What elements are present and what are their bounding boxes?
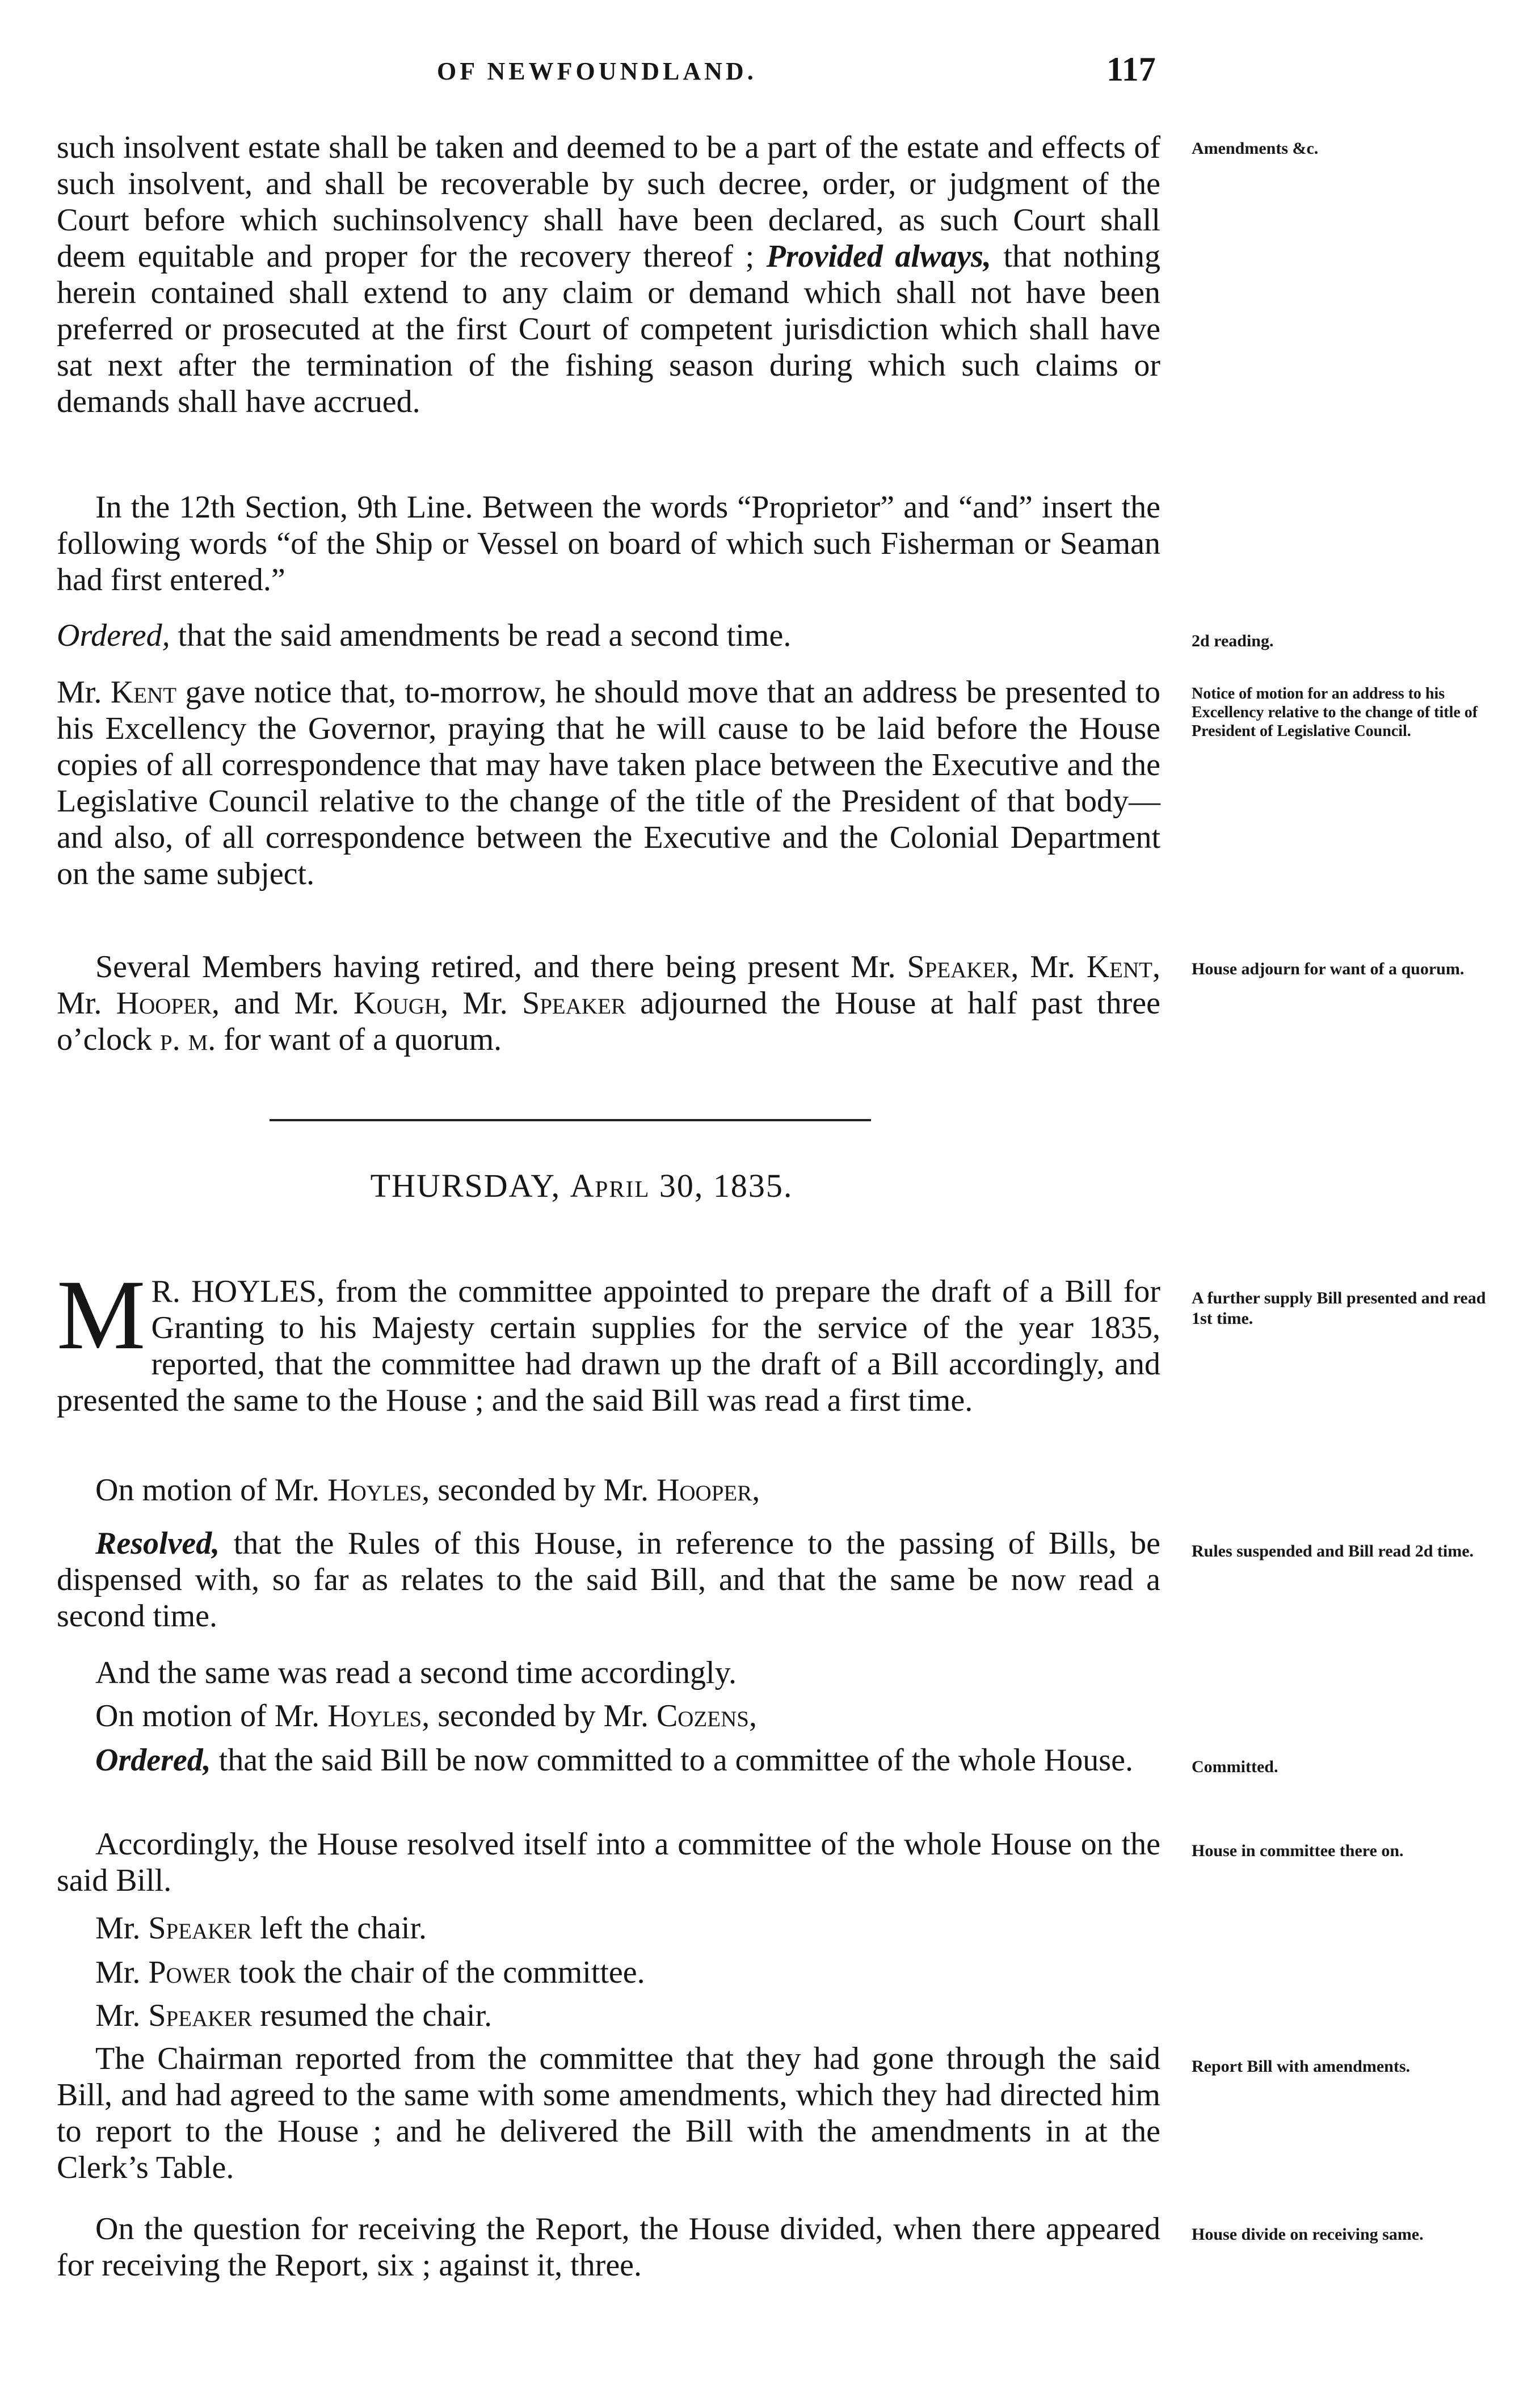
para-text: The Chairman reported from the committee that they had gone through the said Bill, and had agreed to the same with some amendments, which they had directed him to report to the House ; and he delivered the Bill with the amendments in at the Clerk’s Table.	[57, 2041, 1160, 2185]
name-hooper: Hooper	[656, 1473, 752, 1508]
para-text: gave notice that, to-morrow, he should move that an address be presented to his Excellency the Governor, praying that he will cause to be laid before the House copies of all correspondence that may have taken place between the Executive and the Legislative Council relative to the change of the title of the President of that body—and also, of all correspondence between the Executive and the Colonial Department on the same subject.	[57, 675, 1160, 891]
paragraph-speaker-resumed	[57, 1997, 1160, 2034]
para-text: Mr.	[95, 1998, 149, 2033]
name-hooper: Hooper	[116, 986, 212, 1021]
page-number: 117	[1106, 51, 1156, 88]
paragraph-amendment-text	[57, 129, 1160, 420]
paragraph-resolved	[57, 1525, 1160, 1634]
running-head: OF NEWFOUNDLAND.	[437, 57, 757, 85]
drop-cap: M	[57, 1260, 146, 1370]
name-speaker: Speaker	[522, 986, 626, 1021]
para-text: On motion of Mr.	[95, 1473, 328, 1508]
para-emphasis: Ordered,	[95, 1743, 211, 1778]
para-text: , Mr.	[57, 949, 1160, 1021]
para-text: Mr.	[95, 1911, 149, 1946]
name-kough: Kough	[354, 986, 441, 1021]
name-speaker: Speaker	[148, 1998, 253, 2033]
para-text: adjourned the House at half past three o’clock	[57, 986, 1160, 1057]
margin-note-supply-bill: A further supply Bill presented and read 1st time.	[1192, 1289, 1486, 1328]
margin-note-house-in-committee: House in committee there on.	[1192, 1841, 1404, 1860]
heading-month: April	[570, 1167, 650, 1204]
para-text: that the said Bill be now committed to a committee of the whole House.	[211, 1743, 1133, 1778]
paragraph-chairman-report	[57, 2041, 1160, 2186]
section-divider	[270, 1119, 871, 1121]
name-cozens: Cozens	[656, 1698, 749, 1734]
para-text: took the chair of the committee.	[231, 1955, 645, 1990]
margin-note-house-divide: House divide on receiving same.	[1192, 2225, 1424, 2244]
para-text: resumed the chair.	[252, 1998, 493, 2033]
name-power: Power	[148, 1955, 232, 1990]
paragraph-kent-notice	[57, 674, 1160, 892]
para-text: R. HOYLES, from the committee appointed to prepare the draft of a Bill for Granting to his Majesty certain supplies for the service of the year 1835, reported, that the committee had drawn up the draft of a Bill accordingly, and presented the same to the House ; and the said Bill was read a first time.	[57, 1274, 1160, 1418]
paragraph-speaker-left	[57, 1910, 1160, 1946]
heading-date: 30, 1835.	[650, 1167, 793, 1204]
para-text: , Mr.	[440, 986, 523, 1021]
paragraph-motion-cozens	[57, 1698, 1160, 1734]
name-speaker: Speaker	[907, 949, 1011, 985]
paragraph-ordered-committed	[57, 1742, 1160, 1778]
para-text: ,	[752, 1473, 760, 1508]
time-pm: p. m.	[159, 1022, 216, 1057]
name-kent: Kent	[1086, 949, 1152, 985]
name-speaker: Speaker	[148, 1911, 253, 1946]
para-emphasis: Provided always,	[766, 239, 991, 274]
para-text: that nothing herein contained shall extend to any claim or demand which shall not have been preferred or prosecuted at the first Court of competent jurisdiction which shall have sat next after the termination of the fishing season during which such claims or demands shall have accrued.	[57, 239, 1161, 419]
margin-note-rules-suspended: Rules suspended and Bill read 2d time.	[1192, 1542, 1474, 1560]
para-emphasis: Resolved,	[95, 1526, 220, 1561]
para-text: On motion of Mr.	[95, 1698, 328, 1734]
para-emphasis: Ordered,	[57, 618, 170, 653]
date-heading	[0, 1167, 1163, 1205]
para-text: , seconded by Mr.	[422, 1698, 657, 1734]
para-text: that the Rules of this House, in reference to the passing of Bills, be dispensed with, so far as relates to the said Bill, and that the same be now read a second time.	[57, 1526, 1160, 1634]
heading-day: THURSDAY,	[370, 1167, 570, 1204]
paragraph-ordered-second-reading	[57, 617, 1160, 654]
para-text: left the chair.	[252, 1911, 427, 1946]
paragraph-committee-whole	[57, 1826, 1160, 1899]
paragraph-second-time	[57, 1655, 1160, 1691]
para-text: Several Members having retired, and there being present Mr.	[95, 949, 907, 985]
margin-note-committed: Committed.	[1192, 1757, 1278, 1776]
name-hoyles: Hoyles	[327, 1473, 422, 1508]
para-text: On the question for receiving the Report, the House divided, when there appeared for receiving the Report, six ; against it, three.	[57, 2211, 1160, 2283]
name-kent: Kent	[110, 675, 177, 710]
para-text: Mr.	[57, 675, 111, 710]
para-text: Accordingly, the House resolved itself into a committee of the whole House on the said Bill.	[57, 1827, 1160, 1898]
paragraph-12th-section	[57, 489, 1160, 598]
paragraph-adjourn	[57, 949, 1160, 1058]
para-text: , Mr.	[1011, 949, 1087, 985]
paragraph-house-divided	[57, 2211, 1160, 2283]
para-text: Mr.	[95, 1955, 149, 1990]
para-text: for want of a quorum.	[216, 1022, 502, 1057]
margin-note-adjourn: House adjourn for want of a quorum.	[1192, 960, 1465, 978]
para-text: that the said amendments be read a second time.	[170, 618, 792, 653]
margin-note-2d-reading: 2d reading.	[1192, 632, 1274, 650]
para-text: ,	[748, 1698, 757, 1734]
para-text: In the 12th Section, 9th Line. Between the words “Proprietor” and “and” insert the following words “of the Ship or Vessel on board of which such Fisherman or Seaman had first entered.”	[57, 490, 1160, 598]
para-text: And the same was read a second time accordingly.	[95, 1655, 737, 1690]
name-hoyles: Hoyles	[327, 1698, 422, 1734]
para-text: , and Mr.	[211, 986, 354, 1021]
margin-note-amendments: Amendments &c.	[1192, 139, 1319, 158]
margin-note-report-bill: Report Bill with amendments.	[1192, 2057, 1410, 2076]
para-text: , seconded by Mr.	[422, 1473, 657, 1508]
para-text: such insolvent estate shall be taken and deemed to be a part of the estate and effects of such insolvent, and shall be recoverable by such decree, order, or judgment of the Court before which suchinsolvency shall have been declared, as such Court shall deem equitable and proper for the recovery thereof ;	[57, 130, 1160, 274]
margin-note-notice-of-motion: Notice of motion for an address to his Excellency relative to the change of title of President of Legislative Council.	[1192, 685, 1478, 740]
paragraph-hoyles-report	[57, 1260, 1160, 1419]
paragraph-power-chair	[57, 1954, 1160, 1991]
paragraph-motion-hoyles	[57, 1472, 1160, 1508]
